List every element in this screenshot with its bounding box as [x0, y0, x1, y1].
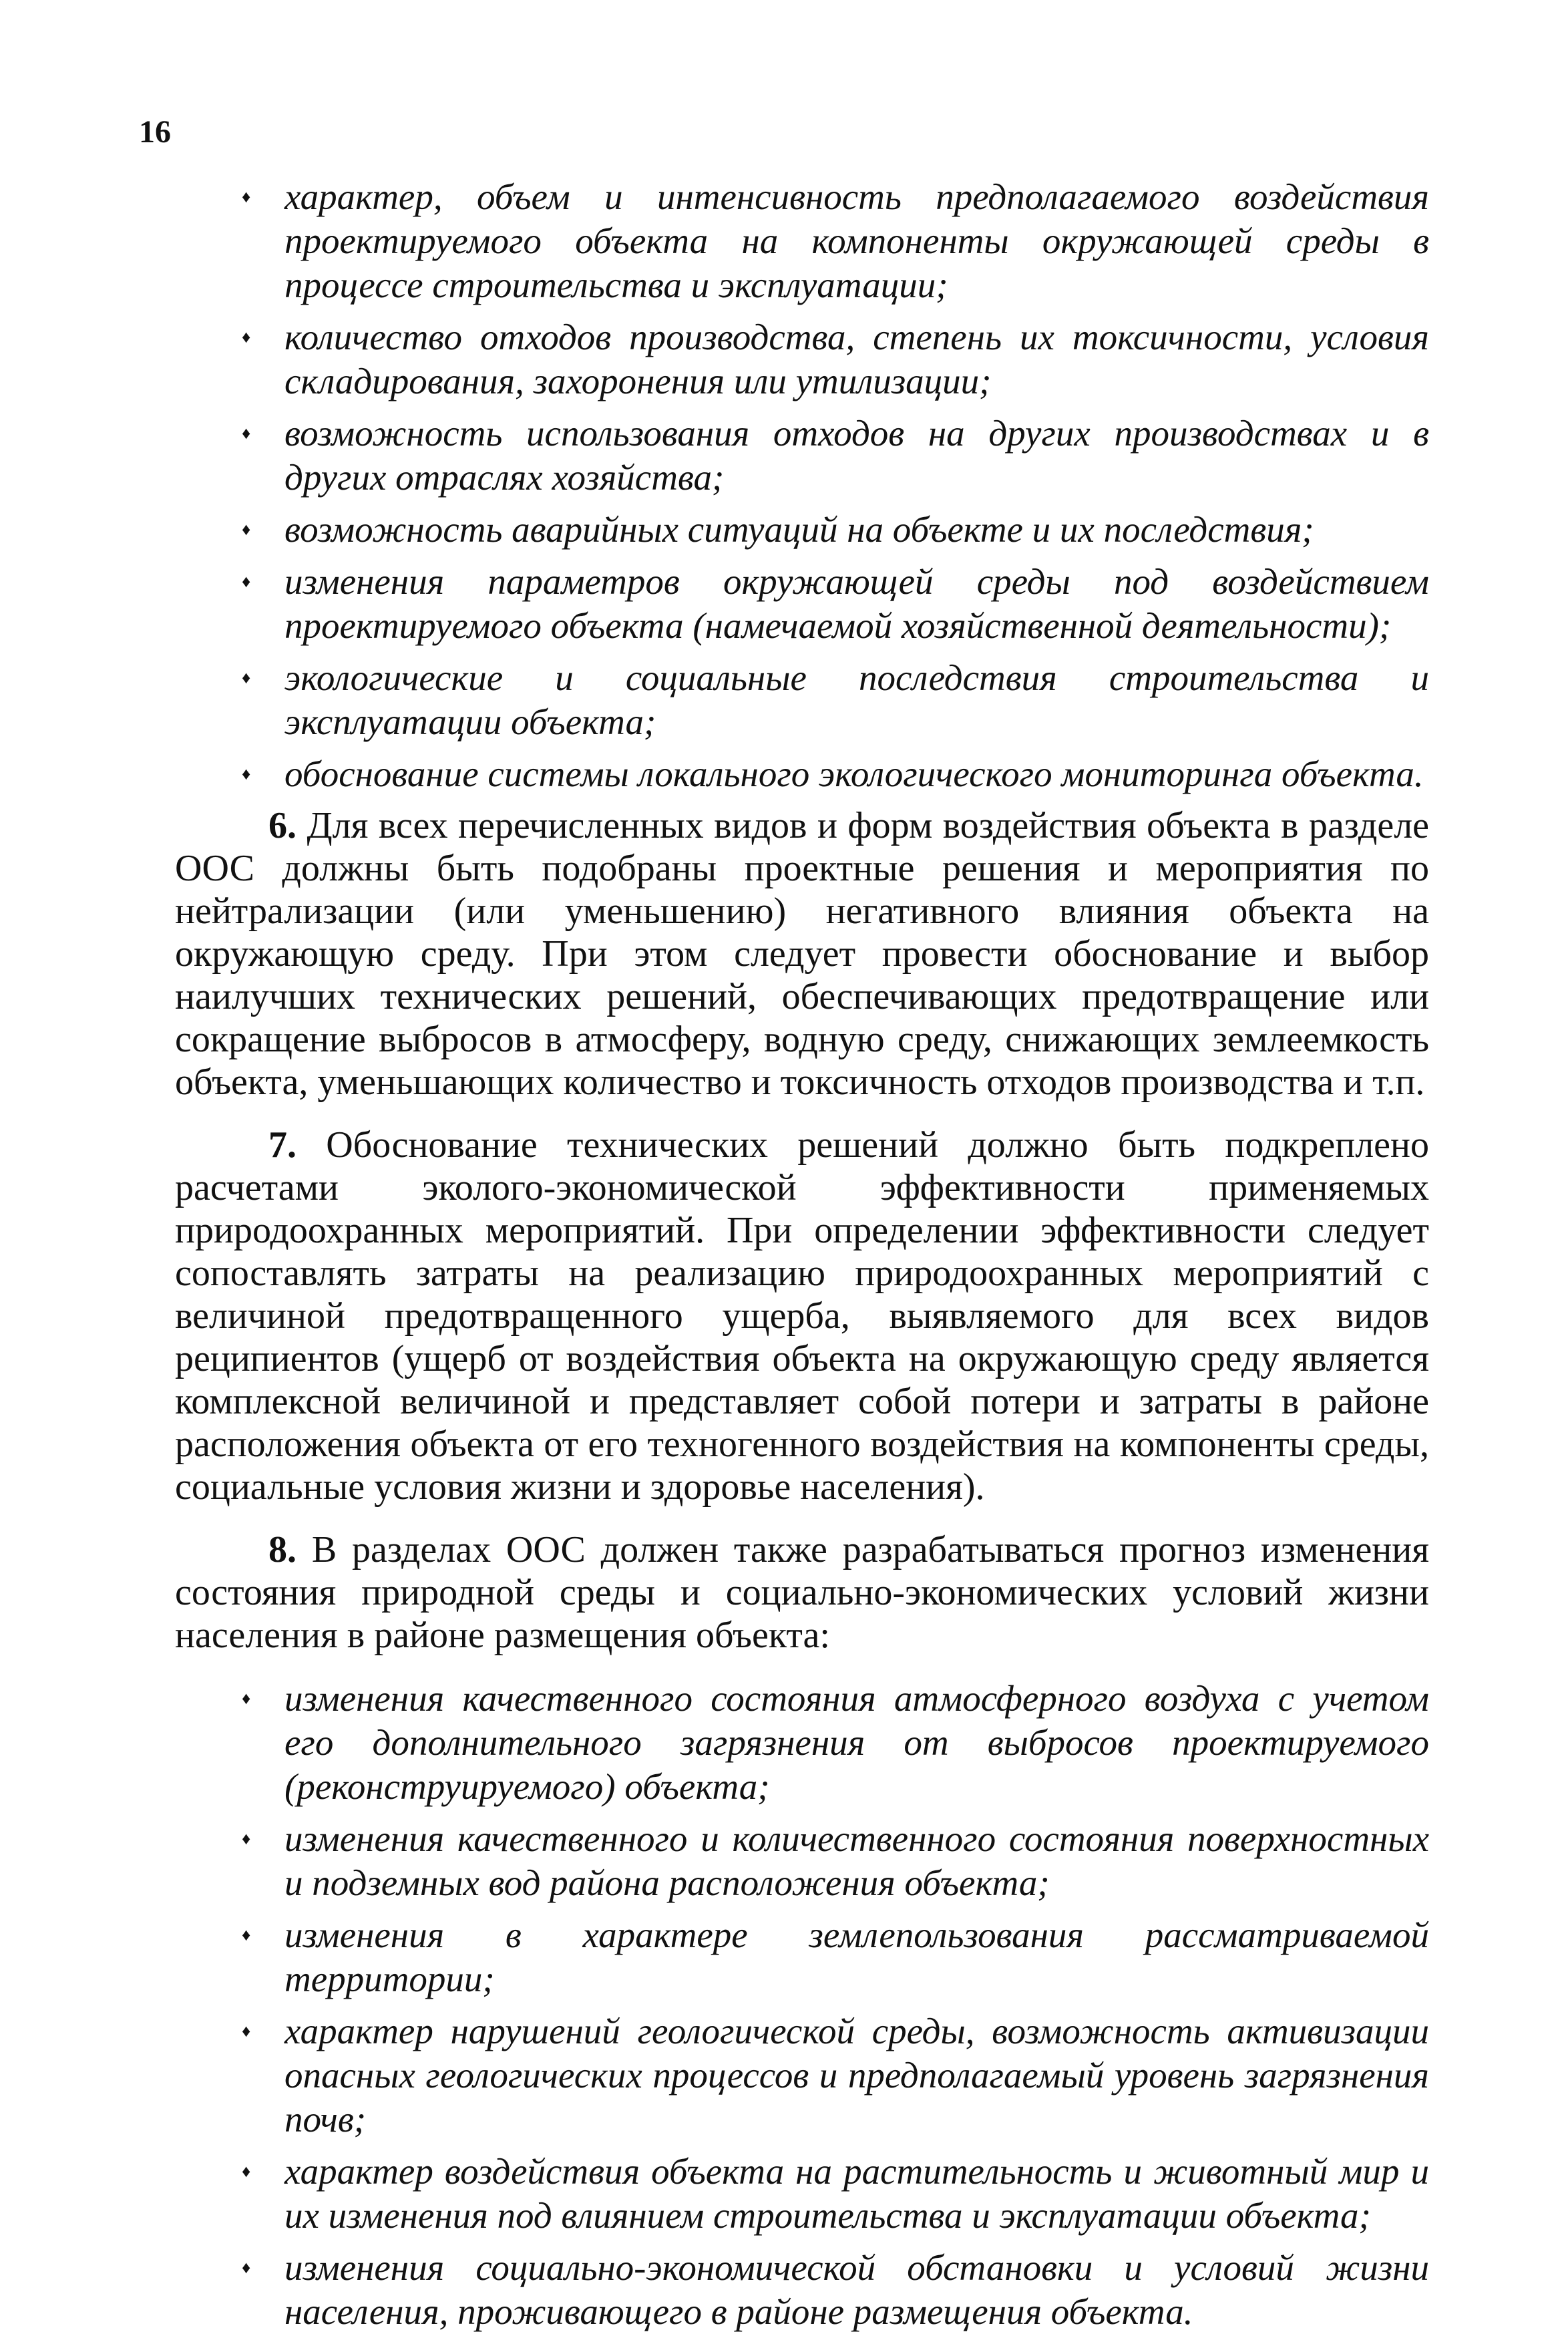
list-item — [175, 1817, 1429, 1905]
bullet-icon: ♦ — [242, 187, 251, 206]
bullet-icon: ♦ — [242, 1925, 251, 1945]
bullet-icon: ♦ — [242, 520, 251, 539]
list-item-text: изменения социально-экономической обстановки и условий жизни населения, проживающего в районе размещения объекта. — [284, 2247, 1429, 2332]
bullet-icon: ♦ — [242, 2258, 251, 2277]
list-item-text: изменения параметров окружающей среды под воздействием проектируемого объекта (намечаемой хозяйственной деятельности); — [284, 561, 1429, 646]
list-item-text: характер нарушений геологической среды, возможность активизации опасных геологических процессов и предполагаемый уровень загрязнения почв; — [284, 2011, 1429, 2140]
paragraph-text: Обоснование технических решений должно быть подкреплено расчетами эколого-экономической эффективности применяемых природоохранных мероприятий. При определении эффективности следует сопоставлять затраты на реализацию природоохранных мероприятий с величиной предотвращенного ущерба, выявляемого для всех видов реципиентов (ущерб от воздействия объекта на окружающую среду является комплексной величиной и представляет собой потери и затраты в районе расположения объекта от его техногенного воздействия на компоненты среды, социальные условия жизни и здоровье населения). — [175, 1124, 1429, 1508]
list-item — [175, 1677, 1429, 1809]
paragraph-text: В разделах ООС должен также разрабатываться прогноз изменения состояния природной среды и социально-экономических условий жизни населения в районе размещения объекта: — [175, 1529, 1430, 1656]
list-item-text: изменения качественного состояния атмосферного воздуха с учетом его дополнительного загрязнения от выбросов проектируемого (реконструируемого) объекта; — [284, 1678, 1429, 1807]
list-item-text: возможность аварийных ситуаций на объекте и их последствия; — [284, 509, 1314, 550]
list-item — [175, 560, 1429, 648]
page-number: 16 — [139, 114, 171, 150]
bullet-icon: ♦ — [242, 424, 251, 443]
bullet-icon: ♦ — [242, 1829, 251, 1848]
list-item-text: изменения в характере землепользования рассматриваемой территории; — [284, 1914, 1429, 1999]
paragraph-7 — [175, 1124, 1429, 1508]
impact-characteristics-list — [175, 175, 1429, 796]
list-item-text: экологические и социальные последствия строительства и эксплуатации объекта; — [284, 657, 1429, 742]
bullet-icon: ♦ — [242, 668, 251, 687]
list-item-text: характер, объем и интенсивность предполагаемого воздействия проектируемого объекта на компоненты окружающей среды в процессе строительства и эксплуатации; — [284, 176, 1429, 305]
paragraph-text: Для всех перечисленных видов и форм воздействия объекта в разделе ООС должны быть подобраны проектные решения и мероприятия по нейтрализации (или уменьшению) негативного влияния объекта на окружающую среду. При этом следует провести обоснование и выбор наилучших технических решений, обеспечивающих предотвращение или сокращение выбросов в атмосферу, водную среду, снижающих землеемкость объекта, уменьшающих количество и токсичность отходов производства и т.п. — [175, 805, 1430, 1103]
paragraph-number: 7. — [268, 1124, 297, 1166]
paragraph-6 — [175, 804, 1429, 1104]
bullet-icon: ♦ — [242, 572, 251, 591]
list-item-text: возможность использования отходов на других производствах и в других отраслях хозяйства; — [284, 413, 1429, 498]
bullet-icon: ♦ — [242, 1689, 251, 1708]
paragraph-number: 6. — [268, 805, 297, 846]
list-item — [175, 2009, 1429, 2142]
bullet-icon: ♦ — [242, 2021, 251, 2041]
list-item-text: характер воздействия объекта на растительность и животный мир и их изменения под влиянием строительства и эксплуатации объекта; — [284, 2151, 1429, 2236]
bullet-icon: ♦ — [242, 2162, 251, 2181]
list-item — [175, 315, 1429, 403]
list-item — [175, 1913, 1429, 2001]
list-item — [175, 2246, 1429, 2334]
list-item — [175, 175, 1429, 307]
list-item-text: изменения качественного и количественного состояния поверхностных и подземных вод района расположения объекта; — [284, 1818, 1429, 1903]
paragraph-8 — [175, 1528, 1429, 1657]
list-item — [175, 508, 1429, 552]
paragraph-number: 8. — [268, 1529, 297, 1570]
bullet-icon: ♦ — [242, 327, 251, 347]
list-item — [175, 2150, 1429, 2238]
list-item — [175, 656, 1429, 744]
bullet-icon: ♦ — [242, 764, 251, 784]
list-item — [175, 752, 1429, 796]
list-item-text: количество отходов производства, степень их токсичности, условия складирования, захоронения или утилизации; — [284, 317, 1429, 401]
list-item-text: обоснование системы локального экологического мониторинга объекта. — [284, 754, 1424, 794]
forecast-list — [175, 1677, 1429, 2334]
page-content — [175, 175, 1429, 2342]
list-item — [175, 411, 1429, 500]
